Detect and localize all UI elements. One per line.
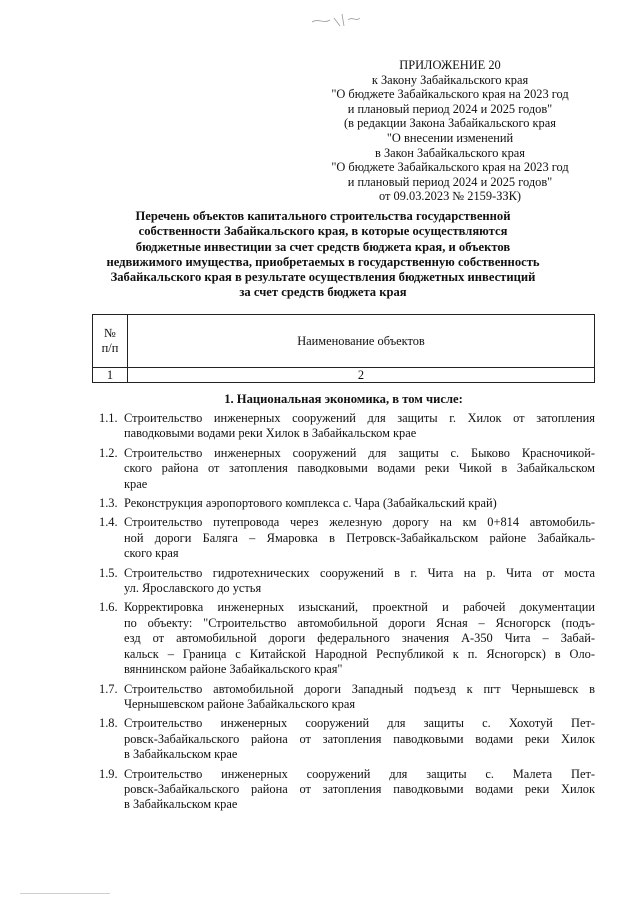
item-number: 1.9. — [99, 766, 118, 781]
item-number: 1.6. — [99, 600, 118, 615]
list-item — [92, 716, 595, 762]
table-header-row — [93, 315, 595, 368]
item-number: 1.3. — [99, 496, 118, 511]
list-item — [92, 767, 595, 813]
appendix-line: к Закону Забайкальского края — [371, 72, 529, 87]
column-number-header-line1: № — [104, 326, 116, 340]
objects-table-header — [92, 314, 595, 383]
item-text — [124, 600, 595, 677]
title-line: недвижимого имущества, приобретаемых в государственную собственность — [106, 254, 540, 269]
item-number: 1.8. — [99, 716, 118, 731]
scan-artifact-mark — [308, 8, 368, 30]
appendix-line: в Закон Забайкальского края — [375, 145, 525, 160]
column-name-header: Наименование объектов — [128, 315, 595, 368]
title-line: бюджетные инвестиции за счет средств бюджета края, и объектов — [135, 239, 511, 254]
column-number-index: 1 — [93, 368, 128, 383]
column-name-index: 2 — [128, 368, 595, 383]
list-item — [92, 682, 595, 713]
column-number-header-line2: п/п — [101, 341, 119, 355]
appendix-line: "О бюджете Забайкальского края на 2023 год — [331, 160, 569, 175]
item-line: Строительство гидротехнических сооружений в г. Чита на р. Чита от моста — [124, 565, 595, 580]
item-line: в Забайкальском крае — [124, 797, 238, 812]
appendix-header — [300, 58, 600, 204]
item-line: Строительство инженерных сооружений для защиты с. Хохотуй Пет- — [124, 716, 595, 731]
item-number: 1.1. — [99, 411, 118, 425]
title-line: Забайкальского края в результате осуществления бюджетных инвестиций — [110, 270, 536, 285]
list-item — [92, 600, 595, 677]
item-line: Строительство инженерных сооружений для защиты г. Хилок от затопления — [124, 411, 595, 425]
appendix-line: и плановый период 2024 и 2025 годов" — [347, 174, 553, 189]
list-item — [92, 496, 595, 511]
item-number: 1.5. — [99, 565, 118, 580]
item-number: 1.4. — [99, 515, 118, 530]
item-number: 1.2. — [99, 445, 118, 460]
item-line: Строительство инженерных сооружений для защиты с. Малета Пет- — [124, 766, 595, 781]
item-text — [124, 566, 595, 597]
list-item — [92, 446, 595, 492]
table-column-numbers-row — [93, 368, 595, 383]
appendix-line: "О бюджете Забайкальского края на 2023 год — [331, 87, 569, 102]
item-text — [124, 716, 595, 762]
item-text — [124, 411, 595, 442]
item-line: ского района от затопления паводковыми водами реки Чикой в Забайкальском — [124, 461, 595, 476]
objects-list — [92, 411, 595, 817]
item-line: Строительство путепровода через железную дорогу на км 0+814 автомобиль- — [124, 515, 595, 530]
list-item — [92, 515, 595, 561]
item-line: ского края — [124, 546, 179, 561]
item-line: по объекту: "Строительство автомобильной дороги Ясная – Ясногорск (подъ- — [124, 615, 595, 630]
item-line: паводковыми водами реки Хилок в Забайкальском крае — [124, 426, 417, 441]
document-title — [88, 209, 558, 301]
item-text — [124, 767, 595, 813]
section-title: 1. Национальная экономика, в том числе: — [224, 392, 463, 406]
item-text — [124, 496, 595, 511]
item-line: крае — [124, 476, 148, 491]
item-line: кальск – Граница с Китайской Народной Республикой к п. Ясногорск) в Оло- — [124, 646, 595, 661]
scan-edge-line — [20, 893, 110, 894]
title-line: Перечень объектов капитального строительства государственной — [135, 209, 511, 223]
list-item — [92, 411, 595, 442]
appendix-line: и плановый период 2024 и 2025 годов" — [347, 101, 553, 116]
item-line: ной дороги Баляга – Ямаровка в Петровск-Забайкальском районе Забайкаль- — [124, 530, 595, 545]
item-text — [124, 515, 595, 561]
appendix-line: от 09.03.2023 № 2159-ЗЗК) — [378, 189, 522, 204]
item-line: ровск-Забайкальского района от затопления паводковыми водами реки Хилок — [124, 731, 595, 746]
appendix-line: "О внесении изменений — [386, 130, 514, 145]
column-number-header — [93, 315, 128, 368]
item-line: вяннинском районе Забайкальского края" — [124, 662, 343, 677]
item-line: езд от автомобильной дороги федерального значения А-350 Чита – Забай- — [124, 631, 595, 646]
item-text — [124, 682, 595, 713]
item-line: ул. Ярославского до устья — [124, 581, 262, 596]
list-item — [92, 566, 595, 597]
item-line: Строительство автомобильной дороги Западный подъезд к пгт Чернышевск в — [124, 681, 595, 696]
item-number: 1.7. — [99, 681, 118, 696]
item-text — [124, 446, 595, 492]
item-line: Реконструкция аэропортового комплекса с. Чара (Забайкальский край) — [124, 496, 497, 511]
appendix-line: ПРИЛОЖЕНИЕ 20 — [399, 58, 501, 72]
item-line: Чернышевском районе Забайкальского края — [124, 696, 356, 711]
title-line: собственности Забайкальского края, в которые осуществляются — [138, 224, 508, 239]
item-line: ровск-Забайкальского района от затопления паводковыми водами реки Хилок — [124, 781, 595, 796]
item-line: в Забайкальском крае — [124, 747, 238, 762]
item-line: Строительство инженерных сооружений для защиты с. Быково Красночикой- — [124, 445, 595, 460]
title-line: за счет средств бюджета края — [239, 285, 407, 300]
item-line: Корректировка инженерных изысканий, проектной и рабочей документации — [124, 600, 595, 615]
appendix-line: (в редакции Закона Забайкальского края — [344, 116, 556, 131]
